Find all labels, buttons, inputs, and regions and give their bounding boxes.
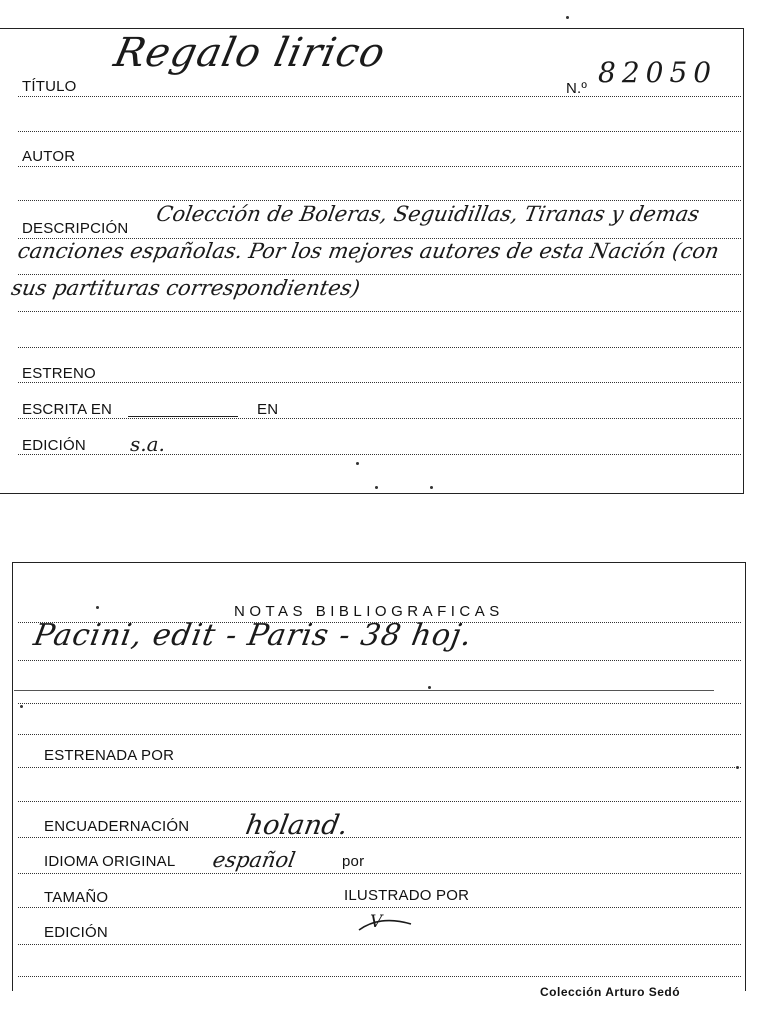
dotted-rule [18, 944, 741, 945]
scan-speck [20, 705, 23, 708]
estreno-label: ESTRENO [22, 365, 96, 382]
dotted-rule [18, 418, 741, 419]
tamano-label: TAMAÑO [44, 889, 109, 906]
dotted-rule [18, 347, 741, 348]
descripcion-label: DESCRIPCIÓN [22, 220, 129, 237]
dotted-rule [18, 311, 741, 312]
titulo-label: TÍTULO [22, 78, 77, 95]
scan-speck [566, 16, 569, 19]
titulo-value: Regalo lirico [110, 30, 390, 76]
autor-label: AUTOR [22, 148, 76, 165]
descripcion-value: Colección de Boleras, Seguidillas, Tiranas y demas canciones españolas. Por los mejores autores de esta Nación (con sus partituras correspondientes) [9, 202, 721, 300]
dotted-rule [18, 767, 741, 768]
edicion-value-upper: s.a. [130, 432, 165, 456]
dotted-rule [18, 703, 741, 704]
scan-speck [430, 486, 433, 489]
dotted-rule [18, 238, 741, 239]
numero-label: N.º [566, 80, 588, 97]
notas-heading: NOTAS BIBLIOGRAFICAS [234, 603, 504, 620]
idioma-label: IDIOMA ORIGINAL [44, 853, 176, 870]
en-label: EN [257, 401, 279, 418]
dotted-rule [18, 622, 741, 623]
scan-speck [736, 766, 739, 769]
numero-value: 82050 [598, 56, 718, 89]
dotted-rule [18, 96, 741, 97]
edicion-label-upper: EDICIÓN [22, 437, 86, 454]
scan-speck [356, 462, 359, 465]
ilustrado-por-label: ILUSTRADO POR [344, 887, 470, 904]
edicion-mark: V [370, 912, 383, 932]
notas-value: Pacini, edit - Paris - 38 hoj. [30, 618, 476, 653]
dotted-rule [18, 166, 741, 167]
check-stroke-icon [355, 916, 415, 936]
estrenada-por-label: ESTRENADA POR [44, 747, 175, 764]
dotted-rule [18, 382, 741, 383]
dotted-rule [18, 907, 741, 908]
dotted-rule [18, 660, 741, 661]
dotted-rule [18, 734, 741, 735]
idioma-value: español [210, 848, 298, 872]
dotted-rule [18, 837, 741, 838]
collection-credit: Colección Arturo Sedó [540, 985, 681, 999]
por-label: por [342, 853, 365, 870]
dotted-rule [18, 274, 741, 275]
dotted-rule [18, 976, 741, 977]
escrita-en-label: ESCRITA EN [22, 401, 113, 418]
encuadernacion-label: ENCUADERNACIÓN [44, 818, 190, 835]
dotted-rule [18, 801, 741, 802]
edicion-label-lower: EDICIÓN [44, 924, 108, 941]
encuadernacion-value: holand. [243, 810, 351, 841]
scan-speck [428, 686, 431, 689]
scan-speck [96, 606, 99, 609]
lower-card-divider [14, 690, 714, 691]
escrita-en-underline [128, 416, 238, 417]
scan-speck [375, 486, 378, 489]
dotted-rule [18, 873, 741, 874]
dotted-rule [18, 131, 741, 132]
dotted-rule [18, 454, 741, 455]
